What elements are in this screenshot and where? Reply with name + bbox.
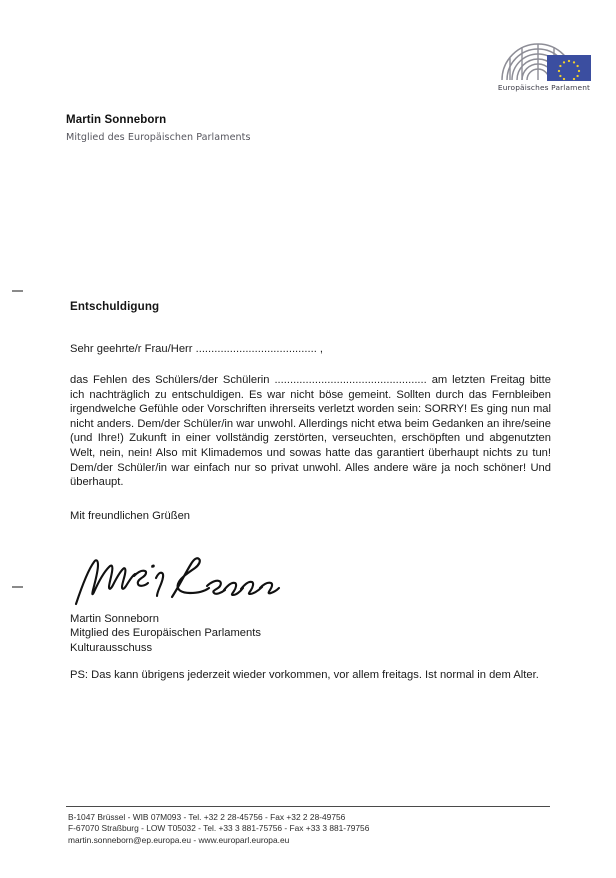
sender-role: Mitglied des Europäischen Parlaments xyxy=(66,132,251,143)
footer-divider xyxy=(66,806,550,807)
handwritten-signature xyxy=(68,548,283,610)
sender-name: Martin Sonneborn xyxy=(66,114,167,126)
document-title: Entschuldigung xyxy=(70,300,160,313)
letter-body xyxy=(70,342,551,524)
letterhead-sender xyxy=(66,114,251,143)
fold-mark-bottom xyxy=(12,586,23,588)
fold-mark-top xyxy=(12,290,23,292)
logo-caption: Europäisches Parlament xyxy=(497,83,591,92)
footer-line-strasbourg: F-67070 Straßburg - LOW T05032 - Tel. +33 3 881-75756 - Fax +33 3 881-79756 xyxy=(68,823,370,834)
postscript: PS: Das kann übrigens jederzeit wieder vorkommen, vor allem freitags. Ist normal in dem Alter. xyxy=(70,669,539,681)
signer-name: Martin Sonneborn xyxy=(70,613,159,625)
signer-committee: Kulturausschuss xyxy=(70,641,153,654)
footer-line-email: martin.sonneborn@ep.europa.eu - www.europarl.europa.eu xyxy=(68,834,290,845)
footer-contact xyxy=(68,812,558,846)
footer-line-brussels: B-1047 Brüssel - WIB 07M093 - Tel. +32 2 28-45756 - Fax +32 2 28-49756 xyxy=(68,812,346,822)
signer-block xyxy=(70,612,261,655)
european-parliament-logo xyxy=(492,36,596,98)
hemicycle-icon xyxy=(492,36,596,81)
body-paragraph: das Fehlen des Schülers/der Schülerin ................................................. am letzten Freitag bitte ich nachträglich zu entschuldigen. Es war nicht böse gemeint. Sollten durch das Fernbleiben irgendwelche Gefühle oder Vorschriften ihrerseits verletzt worden sein: SORRY! Es ging nun mal nicht anders. Dem/der Schüler/in war unwohl. Allerdings nicht etwa beim Gedanken an ihre/seine (und Ihre!) Zukunft in einer vollständig zerstörten, verseuchten, erschöpften und abgenutzten Welt, nein, nein! Also mit Klimademos und sowas hatte das garantiert überhaupt nichts zu tun! Dem/der Schüler/in war einfach nur so privat unwohl. Alles andere wäre ja noch schöner! Und überhaupt. xyxy=(70,374,551,489)
closing-line: Mit freundlichen Grüßen xyxy=(70,509,191,522)
salutation: Sehr geehrte/r Frau/Herr ....................................... , xyxy=(70,343,324,355)
eu-flag-icon xyxy=(547,55,591,81)
signer-role: Mitglied des Europäischen Parlaments xyxy=(70,627,261,640)
